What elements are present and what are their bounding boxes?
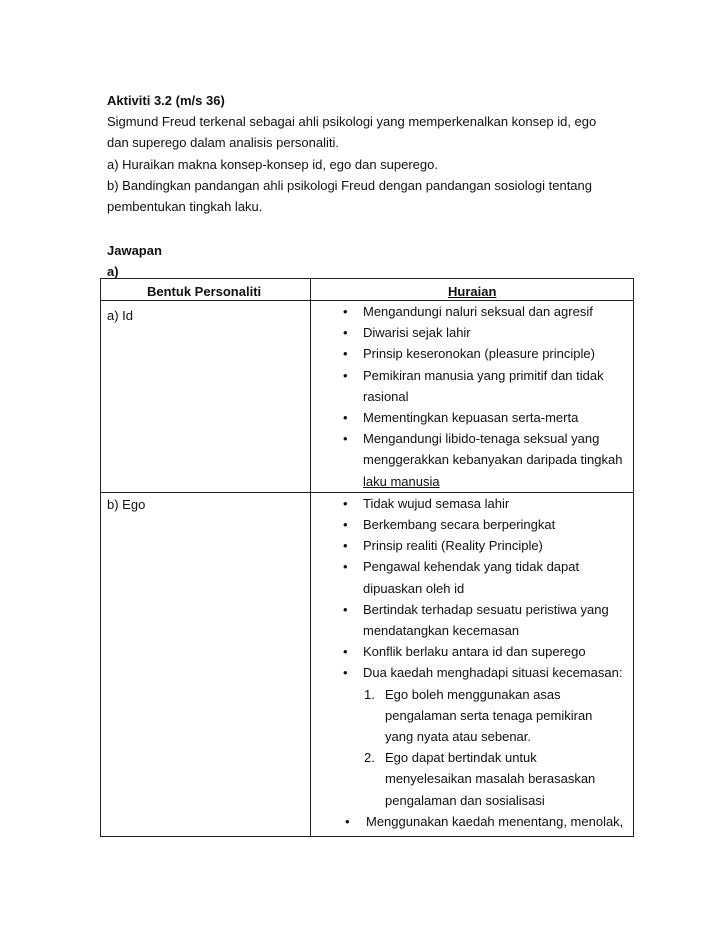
intro-line-2: dan superego dalam analisis personaliti. [107, 135, 339, 150]
intro-line-1: Sigmund Freud terkenal sebagai ahli psikologi yang memperkenalkan konsep id, ego [107, 114, 597, 129]
list-item [311, 407, 633, 428]
bullet-text: Pemikiran manusia yang primitif dan tidak [363, 367, 604, 383]
ego-numbered-list [311, 684, 633, 811]
numbered-item-continuation [311, 705, 633, 726]
list-item-continuation [311, 620, 633, 641]
list-item [311, 428, 633, 449]
bullet-icon: • [343, 325, 348, 341]
list-item-continuation [311, 386, 633, 407]
table-cell [311, 301, 634, 493]
numbered-item-continuation [311, 726, 633, 747]
bullet-icon: • [343, 538, 348, 554]
ego-trailing-list [311, 811, 633, 832]
bullet-text: Tidak wujud semasa lahir [363, 495, 510, 511]
numbered-text: menyelesaikan masalah berasaskan [385, 771, 596, 787]
list-item [311, 662, 633, 683]
table-header-cell [101, 279, 311, 301]
activity-title: Aktiviti 3.2 (m/s 36) [107, 93, 225, 108]
bullet-text: Menggunakan kaedah menentang, menolak, [366, 813, 624, 829]
table-cell [101, 492, 311, 836]
table-cell [311, 492, 634, 836]
bullet-text: Pengawal kehendak yang tidak dapat [363, 559, 580, 575]
intro-line-4: b) Bandingkan pandangan ahli psikologi Freud dengan pandangan sosiologi tentang [107, 178, 592, 193]
list-item [311, 365, 633, 386]
numbered-item-continuation [311, 768, 633, 789]
numbered-text: yang nyata atau sebenar. [385, 729, 532, 745]
answer-heading: Jawapan [107, 243, 162, 258]
bullet-text: rasional [363, 388, 409, 404]
header-huraian: Huraian [448, 284, 497, 299]
row-label-id: a) Id [107, 308, 134, 323]
bullet-icon: • [343, 644, 348, 660]
list-item [311, 514, 633, 535]
numbered-item [311, 684, 633, 705]
bullet-icon: • [343, 495, 348, 511]
item-number: 2. [364, 750, 375, 766]
list-item [311, 811, 633, 832]
intro-line-5: pembentukan tingkah laku. [107, 199, 263, 214]
bullet-text: Konflik berlaku antara id dan superego [363, 644, 586, 660]
numbered-text: pengalaman serta tenaga pemikiran [385, 707, 593, 723]
bullet-text: dipuaskan oleh id [363, 580, 465, 596]
bullet-icon: • [343, 410, 348, 426]
bullet-text: Mengandungi naluri seksual dan agresif [363, 304, 593, 319]
header-bentuk-personaliti: Bentuk Personaliti [147, 284, 262, 299]
bullet-icon: • [343, 517, 348, 533]
list-item-continuation [311, 578, 633, 599]
bullet-text: Bertindak terhadap sesuatu peristiwa yang [363, 601, 609, 617]
bullet-text: menggerakkan kebanyakan daripada tingkah [363, 452, 623, 468]
list-item-continuation [311, 449, 633, 470]
table-header-cell [311, 279, 634, 301]
list-item [311, 493, 633, 514]
bullet-icon: • [343, 665, 348, 681]
numbered-text: Ego boleh menggunakan asas [385, 686, 561, 702]
bullet-text: laku manusia [363, 473, 440, 489]
bullet-text: Prinsip realiti (Reality Principle) [363, 538, 543, 554]
id-bullet-list [311, 301, 633, 492]
personality-table [100, 278, 634, 837]
bullet-text: Mengandungi libido-tenaga seksual yang [363, 431, 600, 447]
list-item [311, 641, 633, 662]
numbered-text: pengalaman dan sosialisasi [385, 792, 545, 808]
numbered-item-continuation [311, 790, 633, 811]
list-item-continuation [311, 471, 633, 492]
numbered-item [311, 747, 633, 768]
list-item [311, 599, 633, 620]
list-item [311, 556, 633, 577]
intro-line-3: a) Huraikan makna konsep-konsep id, ego dan superego. [107, 157, 438, 172]
bullet-text: Diwarisi sejak lahir [363, 325, 471, 341]
list-item [311, 535, 633, 556]
table-row [101, 301, 634, 493]
table-header-row [101, 279, 634, 301]
bullet-text: Prinsip keseronokan (pleasure principle) [363, 346, 595, 362]
numbered-text: Ego dapat bertindak untuk [385, 750, 537, 766]
list-item [311, 301, 633, 322]
bullet-text: mendatangkan kecemasan [363, 623, 520, 639]
bullet-icon: • [343, 367, 348, 383]
table-cell [101, 301, 311, 493]
bullet-text: Dua kaedah menghadapi situasi kecemasan: [363, 665, 623, 681]
bullet-icon: • [343, 601, 348, 617]
bullet-icon: • [345, 813, 350, 829]
table-row [101, 492, 634, 836]
bullet-icon: • [343, 346, 348, 362]
list-item [311, 343, 633, 364]
list-item [311, 322, 633, 343]
item-number: 1. [364, 686, 375, 702]
answer-part-label: a) [107, 264, 119, 279]
bullet-icon: • [343, 304, 348, 319]
bullet-text: Mementingkan kepuasan serta-merta [363, 410, 579, 426]
row-label-ego: b) Ego [107, 496, 146, 512]
bullet-text: Berkembang secara berperingkat [363, 517, 556, 533]
ego-bullet-list [311, 493, 633, 684]
bullet-icon: • [343, 559, 348, 575]
bullet-icon: • [343, 431, 348, 447]
